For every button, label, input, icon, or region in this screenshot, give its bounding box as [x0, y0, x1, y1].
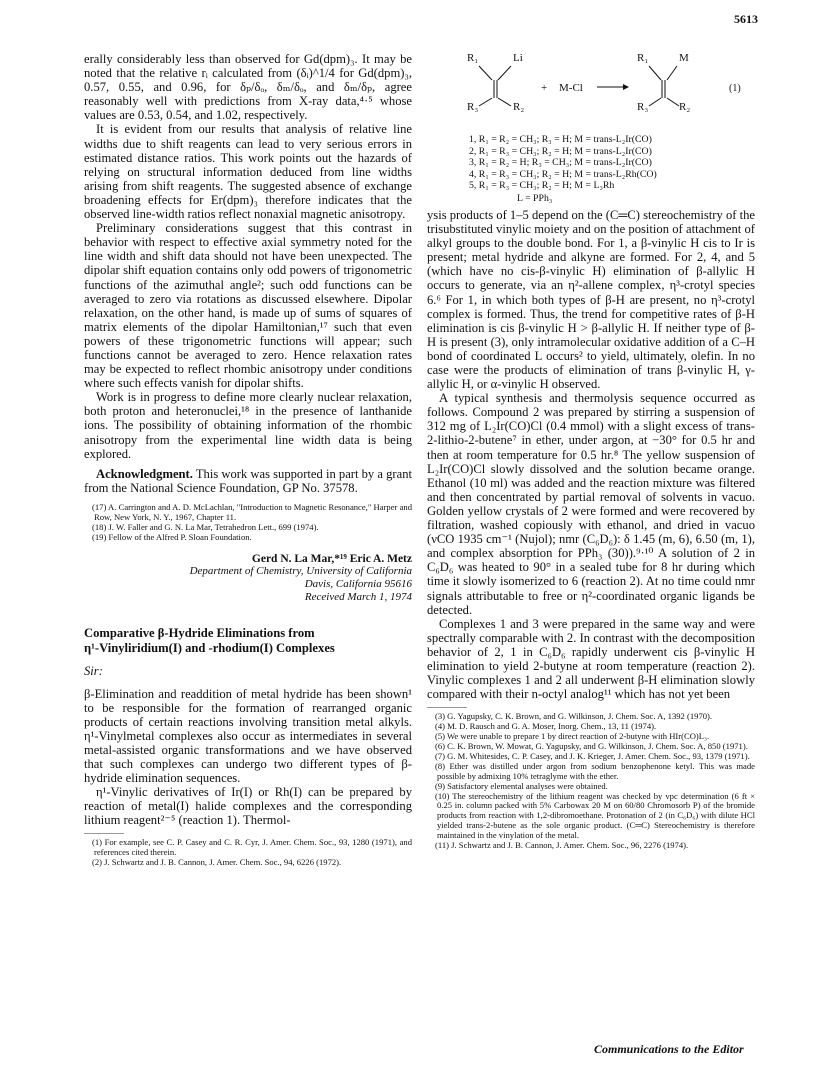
- footnote: (10) The stereochemistry of the lithium reagent was checked by vpc determination (6 ft × 0.25 in. column packed with 5% Carbowax 20 M on 60/80 Chromosorb P) of the bromide products from reaction with 1,2-dibromoethane. Protonation of 2 (in C₆D₆) with dilute HCl yielded trans-2-butene as the sole organic product. (C═C) Stereochemistry is therefore maintained in the vinylation of the metal.: [435, 790, 755, 841]
- equation-number: (1): [729, 83, 741, 94]
- affiliation-city: Davis, California 95616: [304, 577, 412, 590]
- article-title-line: Comparative β-Hydride Eliminations from: [84, 625, 315, 640]
- footnote: (5) We were unable to prepare 1 by direct reaction of 2-butyne with HIr(CO)L₃.: [435, 731, 710, 742]
- footnote: (7) G. M. Whitesides, C. P. Casey, and J. K. Krieger, J. Amer. Chem. Soc., 93, 1379 (1971).: [435, 750, 750, 761]
- paragraph: η¹-Vinylic derivatives of Ir(I) or Rh(I) can be prepared by reaction of metal(I) halide complexes and the corresponding lithium reagent²⁻⁵ (reaction 1). Thermol-: [84, 785, 412, 828]
- compound-list: [469, 134, 755, 192]
- footnotes: [84, 503, 412, 543]
- r3-label: R₃: [637, 101, 649, 113]
- authors: Gerd N. La Mar,*¹⁹ Eric A. Metz: [251, 552, 412, 565]
- paragraph: A typical synthesis and thermolysis sequence occurred as follows. Compound 2 was prepared by stirring a suspension of 312 mg of L₂Ir(CO)Cl (0.4 mmol) with a slight excess of trans-2-lithio-2-butene⁷ in ether, under argon, at −30° for 0.5 hr and then at room temperature for 0.5 hr.⁸ The yellow suspension of L₂Ir(CO)Cl slowly dissolved and the solution became orange. Ethanol (10 ml) was added and the reaction mixture was filtered and then concentrated by partial removal of solvents in vacuo. Golden yellow crystals of 2 were formed and were recovered by filtration, washed copiously with ethanol, and dried in vacuo (νCO 1935 cm⁻¹ (Nujol); nmr (C₆D₆): δ 1.45 (m, 6), 6.50 (m, 1), and complex absorption for PPh₃ (30)).⁹·¹⁰ A solution of 2 in C₆D₆ was heated to 90° in a sealed tube for 8 hr during which time it slowly isomerized to 6 (reaction 2). At no time could nmr signals attributable to free or η²-coordinated organic ligands be detected.: [427, 391, 755, 617]
- metal-chloride: M-Cl: [559, 82, 583, 94]
- acknowledgment: [84, 467, 412, 495]
- footnote: (6) C. K. Brown, W. Mowat, G. Yagupsky, and G. Wilkinson, J. Chem. Soc. A, 850 (1971).: [435, 740, 748, 751]
- compound-item: 3, R₁ = R₂ = H; R₃ = CH₃; M = trans-L₂Ir(CO): [469, 157, 652, 169]
- footnote: (17) A. Carrington and A. D. McLachlan, "Introduction to Magnetic Resonance," Harper and Row, New York, N. Y., 1967, Chapter 11.: [92, 501, 412, 522]
- footnotes: [427, 712, 755, 851]
- footnote: (18) J. W. Faller and G. N. La Mar, Tetrahedron Lett., 699 (1974).: [92, 521, 319, 532]
- page-number: 5613: [734, 12, 758, 26]
- footnote-rule: [427, 707, 467, 708]
- compound-item: 2, R₁ = R₃ = CH₃; R₂ = H; M = trans-L₂Ir(CO): [469, 145, 652, 157]
- paragraph: ysis products of 1–5 depend on the (C═C) stereochemistry of the trisubstituted vinylic moiety and on the position of attachment of alkyl groups to the double bond. For 1, a β-vinylic H cis to Ir is present; metal hydride and alkyne are formed. For 2, 4, and 5 (which have no cis-β-vinylic H) elimination of β-allylic H occurs to generate, via an η²-allene complex, η³-crotyl species 6.⁶ For 1, in which both types of β-H are present, no η³-crotyl complex is formed. Thus, the trend for competitive rates of β-H elimination is cis β-vinylic H > β-allylic H. If neither type of β-H is present (3), only intramolecular oxidative addition of a C–H bond of coordinated L occurs² to yield, ultimately, olefin. In no case were the products of elimination of trans β-vinylic H, γ-allylic H, or α-vinylic H observed.: [427, 207, 755, 392]
- paragraph: Work is in progress to define more clearly nuclear relaxation, both proton and heteronuclei,¹⁸ in the presence of lanthanide ions. The possibility of obtaining information of the rhombic anisotropy from the experimental line width data is being explored.: [84, 390, 412, 461]
- compound-item: 5, R₁ = R₃ = CH₃; R₂ = H; M = L₃Rh: [469, 180, 615, 192]
- acknowledgment-text: This work was supported in part by a grant from the National Science Foundation, GP No. 37578.: [84, 466, 412, 495]
- footnote: (11) J. Schwartz and J. B. Cannon, J. Amer. Chem. Soc., 96, 2276 (1974).: [435, 840, 689, 851]
- footnotes: [84, 838, 412, 868]
- section-footer: Communications to the Editor: [594, 1042, 744, 1056]
- footnote: (2) J. Schwartz and J. B. Cannon, J. Amer. Chem. Soc., 94, 6226 (1972).: [92, 857, 342, 868]
- paragraph: erally considerably less than observed for Gd(dpm)₃. It may be noted that the relative rᵢ calculated from (δᵢ)^1/4 for Gd(dpm)₃, 0.57, 0.55, and 0.96, for δₚ/δₒ, δₘ/δₒ, and δₘ/δₚ, agree reasonably well with predictions from X-ray data,⁴·⁵ whose values are 0.53, 0.54, and 1.02, respectively.: [84, 52, 412, 123]
- paragraph: Preliminary considerations suggest that this contrast in behavior with respect to effective axial symmetry noted for the line width and shift data should not have been unexpected. The dipolar shift equation contains only odd powers of trigonometric functions of the azimuthal angle²; such odd functions can be averaged to zero via rotations as discussed elsewhere. Dipolar relaxation, on the other hand, is made up of sums of squares of matrix elements of the dipolar Hamiltonian,¹⁷ such that even powers of these trigonometric functions will appear; such functions cannot be averaged to zero. Hence relaxation rates may be expected to reflect rhombic anisotropy under conditions where such effects vanish for dipolar shifts.: [84, 221, 412, 391]
- r1-label: R₁: [467, 52, 479, 64]
- article-title: [84, 626, 412, 656]
- paragraph: Complexes 1 and 3 were prepared in the same way and were spectrally comparable with 2. In contrast with the decomposition behavior of 2, 1 in C₆D₆ rapidly underwent cis β-vinylic H elimination to yield 2-butyne at room temperature (reaction 2). Vinylic complexes 1 and 2 all underwent β-H elimination slowly compared with their n-octyl analog¹¹ which has not yet been: [427, 616, 755, 702]
- footnote: (9) Satisfactory elemental analyses were obtained.: [435, 780, 608, 791]
- left-column: [84, 52, 412, 868]
- reaction-scheme-drawing: [427, 40, 755, 132]
- r3-label: R₃: [467, 101, 479, 113]
- plus-sign: +: [541, 82, 548, 94]
- compound-item: 4, R₁ = R₃ = CH₃; R₂ = H; M = trans-L₂Rh(CO): [469, 168, 657, 180]
- article-title-line: η¹-Vinyliridium(I) and -rhodium(I) Complexes: [84, 640, 335, 655]
- compound-item: 1, R₁ = R₂ = CH₃; R₃ = H; M = trans-L₂Ir(CO): [469, 134, 652, 145]
- footnote: (4) M. D. Rausch and G. A. Moser, Inorg. Chem., 13, 11 (1974).: [435, 721, 657, 732]
- li-label: Li: [513, 52, 523, 64]
- affiliation: Department of Chemistry, University of California: [189, 564, 412, 577]
- ligand-definition: L = PPh₃: [517, 192, 553, 204]
- reaction-scheme: [427, 40, 755, 132]
- footnote: (3) G. Yagupsky, C. K. Brown, and G. Wilkinson, J. Chem. Soc. A, 1392 (1970).: [435, 711, 713, 722]
- acknowledgment-heading: Acknowledgment.: [96, 466, 193, 481]
- footnote: (1) For example, see C. P. Casey and C. R. Cyr, J. Amer. Chem. Soc., 93, 1280 (1971), and references cited therein.: [92, 837, 412, 858]
- received-date: Received March 1, 1974: [304, 590, 412, 603]
- paragraph: β-Elimination and readdition of metal hydride has been shown¹ to be responsible for the formation of rearranged organic products of certain reactions involving transition metal alkyls. η¹-Vinylmetal complexes also occur as intermediates in several metal-assisted organic transformations and we have observed that such complexes can undergo two different types of β-hydride elimination sequences.: [84, 686, 412, 786]
- paragraph: It is evident from our results that analysis of relative line widths due to shift reagents can lead to very serious errors in estimated distance ratios. This work points out the hazards of relying on structural information deduced from line widths arising from shift reagents. The suggested absence of exchange broadening effects for Er(dpm)₃ therefore indicates that the observed line-width ratios reflect nonaxial magnetic anisotropy.: [84, 122, 412, 222]
- r2-label: R₂: [513, 101, 525, 113]
- right-column: [427, 40, 755, 851]
- footnote: (8) Ether was distilled under argon from sodium benzophenone ketyl. This was made possible by admixing 10% tetraglyme with the ether.: [435, 760, 755, 781]
- footnote-rule: [84, 833, 124, 834]
- salutation: Sir:: [84, 663, 103, 678]
- r1-label: R₁: [637, 52, 649, 64]
- m-label: M: [679, 52, 689, 64]
- r2-label: R₂: [679, 101, 691, 113]
- footnote: (19) Fellow of the Alfred P. Sloan Foundation.: [92, 531, 252, 542]
